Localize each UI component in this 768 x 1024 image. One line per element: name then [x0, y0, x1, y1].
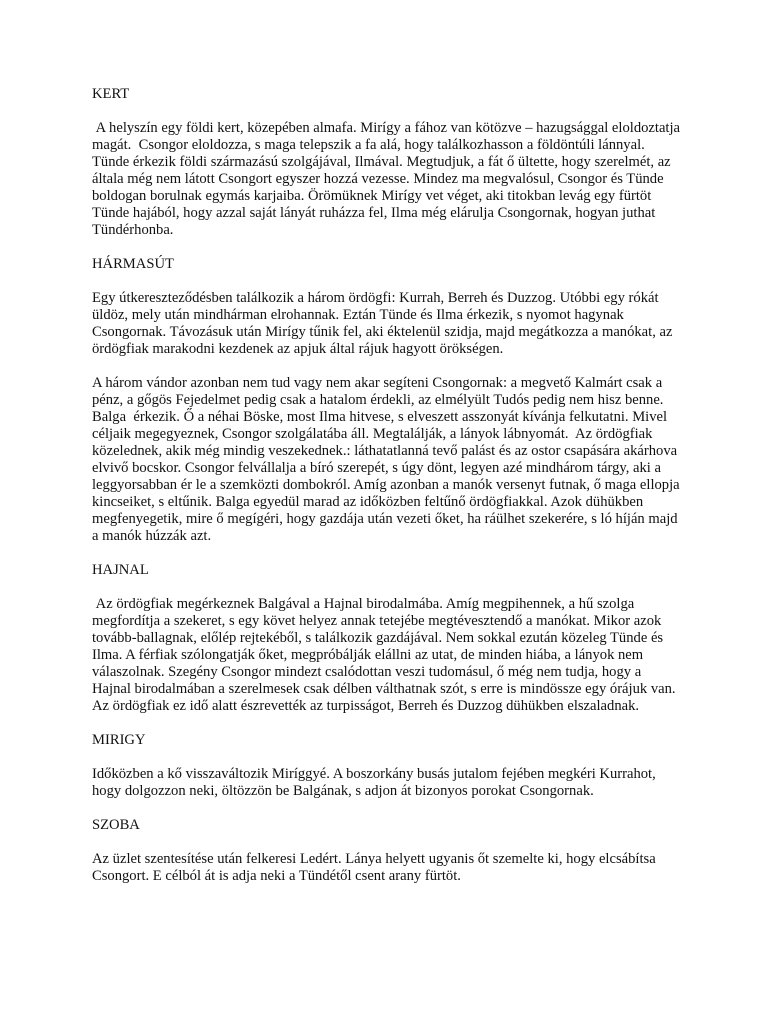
section-heading-szoba: SZOBA [92, 817, 140, 833]
section-heading-kert: KERT [92, 86, 130, 102]
paragraph-kert-1: A helyszín egy földi kert, közepében almafa. Mirígy a fához van kötözve – hazugsággal eloldoztatja magát. Csongor eloldozza, s maga telepszik a fa alá, hogy találkozhasson a földöntúli lánnyal. Tünde érkezik földi származású szolgájával, Ilmával. Megtudjuk, a fát ő ültette, hogy szerelmét, az általa még nem látott Csongort egyszer hozzá vezesse. Mindez ma megvalósul, Csongor és Tünde boldogan borulnak egymás karjaiba. Örömüknek Mirígy vet véget, aki titokban levág egy fürtöt Tünde hajából, hogy azzal saját lányát ruházza fel, Ilma még elárulja Csongornak, hogyan juthat Tündérhonba. [92, 120, 684, 238]
paragraph-harmasut-1: Egy útkereszteződésben találkozik a három ördögfi: Kurrah, Berreh és Duzzog. Utóbbi egy rókát üldöz, mely után mindhárman elrohannak. Eztán Tünde és Ilma érkezik, s nyomot hagynak Csongornak. Távozásuk után Mirígy tűnik fel, aki éktelenül szidja, majd megátkozza a manókat, az ördögfiak marakodni kezdenek az apjuk által rájuk hagyott örökségen. [92, 290, 677, 357]
paragraph-mirigy-1: Időközben a kő visszaváltozik Miríggyé. A boszorkány busás jutalom fejében megkéri Kurrahot, hogy dolgozzon neki, öltözzön be Balgának, s adjon át bizonyos porokat Csongornak. [92, 766, 660, 799]
section-heading-hajnal: HAJNAL [92, 562, 149, 578]
section-heading-harmasut: HÁRMASÚT [92, 256, 174, 272]
paragraph-szoba-1: Az üzlet szentesítése után felkeresi Ledért. Lánya helyett ugyanis őt szemelte ki, hogy elcsábítsa Csongort. E célból át is adja neki a Tündétől csent arany fürtöt. [92, 851, 660, 884]
section-heading-mirigy: MIRIGY [92, 732, 146, 748]
paragraph-harmasut-2: A három vándor azonban nem tud vagy nem akar segíteni Csongornak: a megvető Kalmárt csak a pénz, a gőgös Fejedelmet pedig csak a hatalom érdekli, az elmélyült Tudós pedig nem hisz benne. Balga érkezik. Ő a néhai Böske, most Ilma hitvese, s elveszett asszonyát kívánja felkutatni. Mivel céljaik megegyeznek, Csongor szolgálatába áll. Megtalálják, a lányok lábnyomát. Az ördögfiak közelednek, akik még mindig veszekednek.: láthatatlanná tevő palást és az ostor csapására akárhova elvivő bocskor. Csongor felvállalja a bíró szerepét, s úgy dönt, legyen azé mindhárom tárgy, aki a leggyorsabban ér le a szemközti dombokról. Amíg azonban a manók versenyt futnak, ő maga ellopja kincseiket, s eltűnik. Balga egyedül marad az időközben feltűnő ördögfiakkal. Azok dühükben megfenyegetik, mire ő megígéri, hogy gazdája után vezeti őket, ha ráülhet szekerére, s ló híján majd a manók húzzák azt. [92, 375, 684, 544]
paragraph-hajnal-1: Az ördögfiak megérkeznek Balgával a Hajnal birodalmába. Amíg megpihennek, a hű szolga megfordítja a szekeret, s egy követ helyez annak tetejébe megtévesztendő a manókat. Mikor azok tovább-ballagnak, előlép rejtekéből, s találkozik gazdájával. Nem sokkal ezután közeleg Tünde és Ilma. A férfiak szólongatják őket, megpróbálják elállni az utat, de minden hiába, a lányok nem válaszolnak. Szegény Csongor mindezt csalódottan veszi tudomásul, ő még nem tudja, hogy a Hajnal birodalmában a szerelmesek csak délben válthatnak szót, s erre is mindössze egy órájuk van. Az ördögfiak ez idő alatt észrevették az turpisságot, Berreh és Duzzog dühükben elszaladnak. [92, 596, 679, 714]
